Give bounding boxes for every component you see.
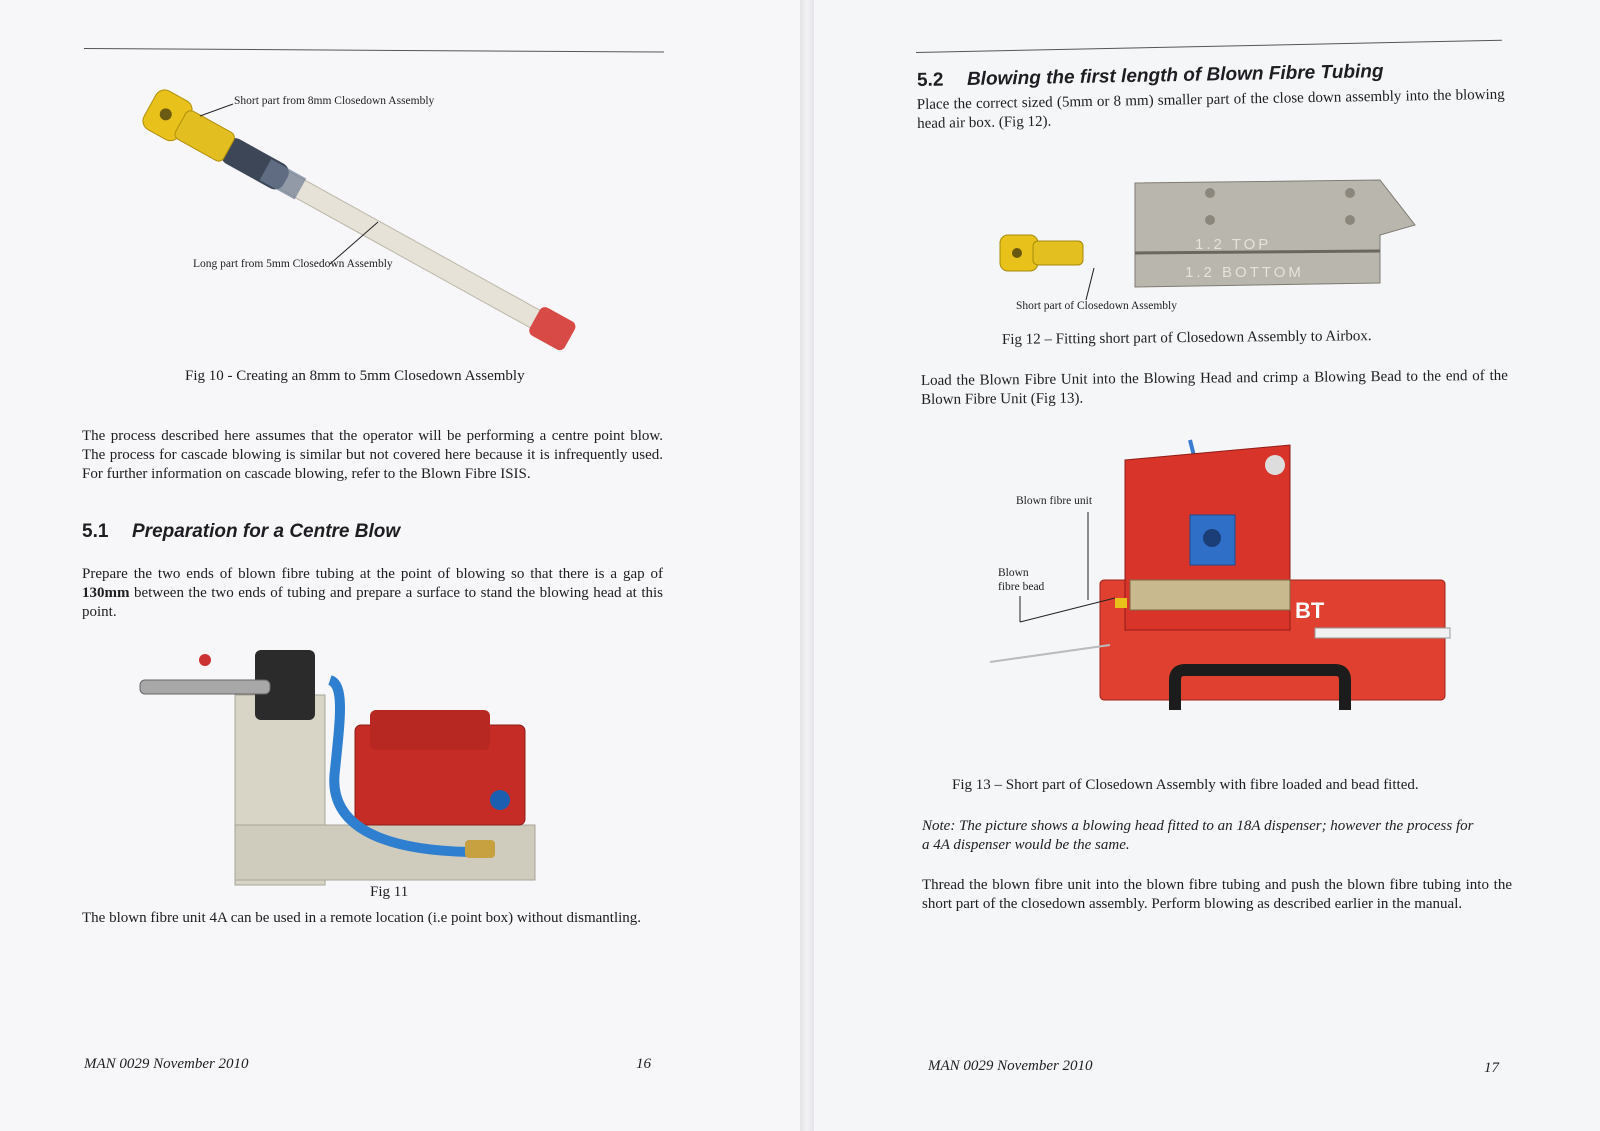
- airbox-top-engraving: 1.2 TOP: [1195, 236, 1272, 253]
- intro-paragraph: The process described here assumes that the operator will be performing a centre point blow. The process for cascade blowing is similar but not covered here because it is infrequently used. For further information on cascade blowing, refer to the Blown Fibre ISIS.: [82, 428, 663, 482]
- section-5-2-paragraph: Place the correct sized (5mm or 8 mm) smaller part of the close down assembly into the blowing head air box. (Fig 12).: [916, 86, 1505, 132]
- load-paragraph: Load the Blown Fibre Unit into the Blowing Head and crimp a Blowing Bead to the end of the Blown Fibre Unit (Fig 13).: [920, 367, 1508, 408]
- section-5-2-number: 5.2: [916, 69, 944, 91]
- footer-doc-ref-right: MAN 0029 November 2010: [928, 1058, 1093, 1074]
- page-number-right: 17: [1484, 1060, 1499, 1076]
- fig13-label-bead-line2: fibre bead: [998, 581, 1045, 593]
- fig10-caption: Fig 10 - Creating an 8mm to 5mm Closedown Assembly: [185, 368, 525, 384]
- fig12-caption: Fig 12 – Fitting short part of Closedown Assembly to Airbox.: [1001, 328, 1372, 348]
- fig10-label-long: Long part from 5mm Closedown Assembly: [193, 258, 393, 270]
- bt-logo: BT: [1295, 598, 1325, 623]
- note-paragraph: Note: The picture shows a blowing head fitted to an 18A dispenser; however the process for a 4A dispenser would be the same.: [922, 818, 1474, 853]
- section-5-2-title: Blowing the first length of Blown Fibre Tubing: [966, 61, 1384, 91]
- page-number-left: 16: [636, 1056, 651, 1072]
- fig12-label: Short part of Closedown Assembly: [1016, 300, 1177, 312]
- thread-paragraph: Thread the blown fibre unit into the blown fibre tubing and push the blown fibre tubing into the short part of the closedown assembly. Perform blowing as described earlier in the manual.: [922, 877, 1512, 912]
- fig13-label-bead-line1: Blown: [998, 567, 1029, 579]
- gap-measurement: 130mm: [82, 585, 130, 601]
- para-text: Prepare the two ends of blown fibre tubing at the point of blowing so that there is a gap of: [82, 566, 663, 582]
- airbox-bottom-engraving: 1.2 BOTTOM: [1185, 264, 1304, 281]
- fig11-description: The blown fibre unit 4A can be used in a remote location (i.e point box) without dismantling.: [82, 910, 642, 926]
- footer-doc-ref-left: MAN 0029 November 2010: [84, 1056, 249, 1072]
- section-5-1-number: 5.1: [82, 521, 109, 542]
- section-5-1-title: Preparation for a Centre Blow: [132, 521, 401, 542]
- fig11-caption: Fig 11: [370, 884, 409, 900]
- para-text: between the two ends of tubing and prepare a surface to stand the blowing head at this point.: [82, 585, 663, 620]
- fig13-caption: Fig 13 – Short part of Closedown Assembly with fibre loaded and bead fitted.: [952, 777, 1419, 793]
- fig10-label-short: Short part from 8mm Closedown Assembly: [234, 95, 435, 107]
- fig13-label-unit: Blown fibre unit: [1016, 495, 1093, 507]
